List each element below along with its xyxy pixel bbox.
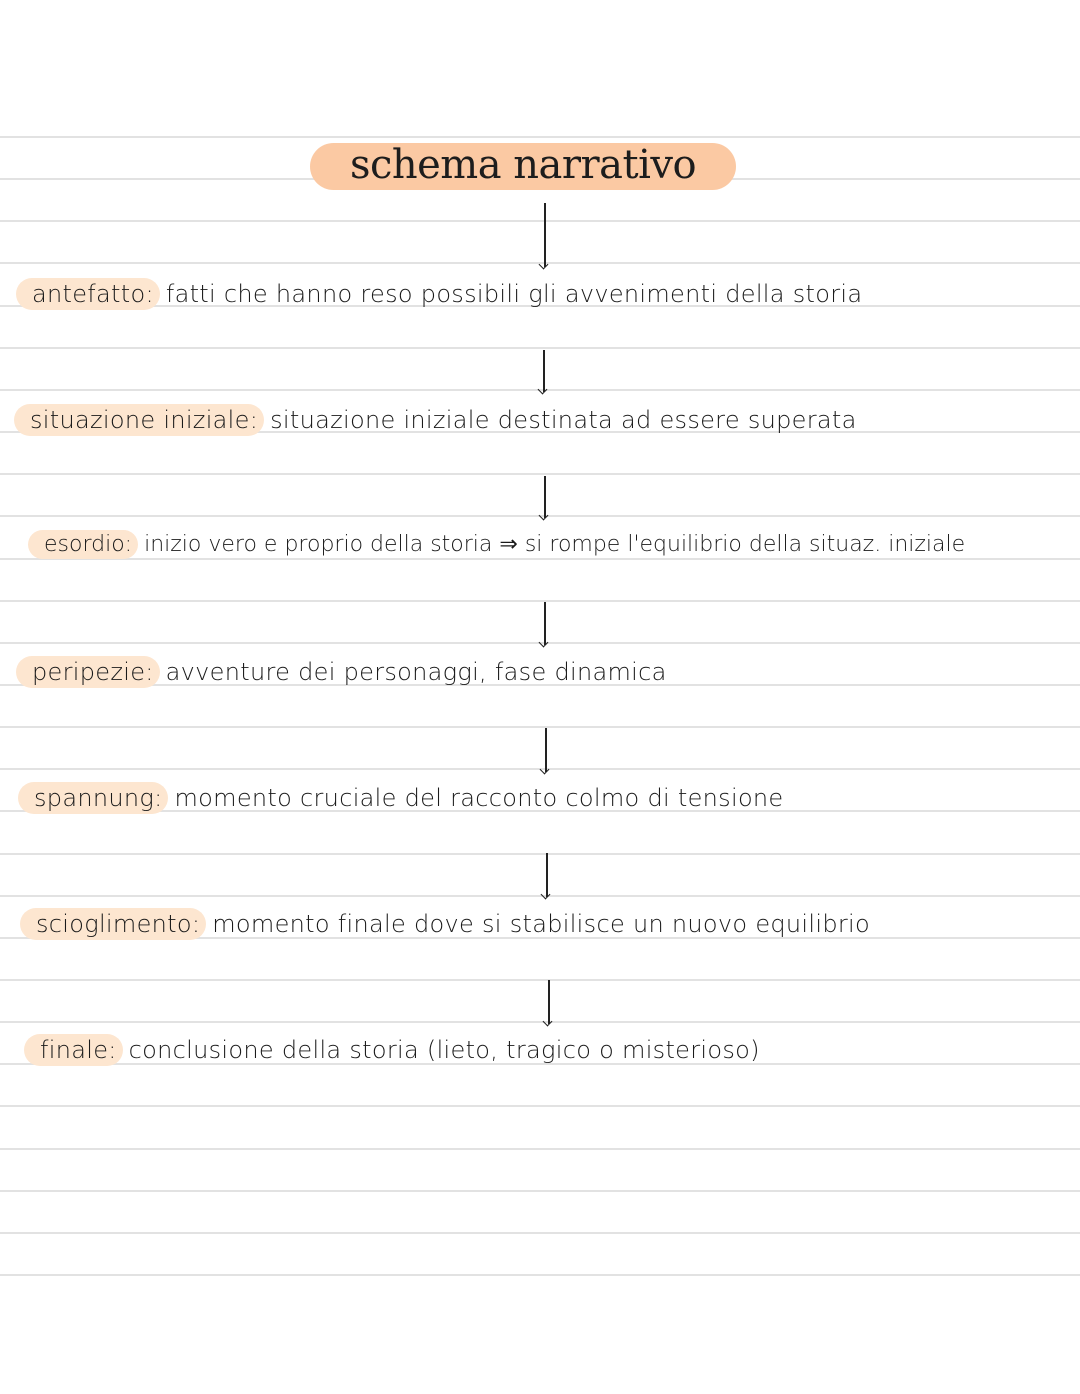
stage-situazione-iniziale [14, 406, 857, 434]
stage-term: finale: [24, 1034, 123, 1066]
ruled-line [0, 600, 1080, 602]
arrow-down-icon [546, 853, 548, 897]
stage-term: situazione iniziale: [14, 404, 264, 436]
ruled-line [0, 1105, 1080, 1107]
ruled-line [0, 726, 1080, 728]
stage-definition: momento cruciale del racconto colmo di tensione [174, 784, 784, 812]
stage-antefatto [16, 280, 862, 308]
stage-definition: fatti che hanno reso possibili gli avvenimenti della storia [165, 280, 863, 308]
arrow-down-icon [545, 728, 547, 772]
stage-peripezie [16, 658, 667, 686]
stage-scioglimento [20, 910, 870, 938]
stage-definition: momento finale dove si stabilisce un nuovo equilibrio [212, 910, 870, 938]
stage-term: esordio: [28, 530, 138, 559]
arrow-down-icon [544, 476, 546, 518]
ruled-line [0, 473, 1080, 475]
ruled-line [0, 895, 1080, 897]
arrow-down-icon [544, 602, 546, 645]
ruled-line [0, 558, 1080, 560]
ruled-line [0, 1274, 1080, 1276]
ruled-line [0, 136, 1080, 138]
page-title: schema narrativo [310, 143, 736, 190]
stage-finale [24, 1036, 760, 1064]
arrow-down-icon [544, 203, 546, 267]
ruled-line [0, 1190, 1080, 1192]
stage-term: peripezie: [16, 656, 160, 688]
stage-definition: avventure dei personaggi, fase dinamica [165, 658, 667, 686]
ruled-line [0, 220, 1080, 222]
stage-term: spannung: [18, 782, 168, 814]
arrow-down-icon [543, 350, 545, 392]
stage-spannung [18, 784, 784, 812]
stage-definition: conclusione della storia (lieto, tragico o misterioso) [128, 1036, 760, 1064]
ruled-line [0, 979, 1080, 981]
ruled-line [0, 853, 1080, 855]
stage-esordio [28, 532, 965, 557]
stage-term: scioglimento: [20, 908, 206, 940]
stage-definition: inizio vero e proprio della storia ⇒ si rompe l'equilibrio della situaz. iniziale [144, 532, 966, 557]
ruled-line [0, 1148, 1080, 1150]
ruled-line [0, 347, 1080, 349]
arrow-down-icon [548, 980, 550, 1024]
ruled-line [0, 1021, 1080, 1023]
stage-definition: situazione iniziale destinata ad essere superata [270, 406, 857, 434]
ruled-line [0, 1232, 1080, 1234]
stage-term: antefatto: [16, 278, 160, 310]
